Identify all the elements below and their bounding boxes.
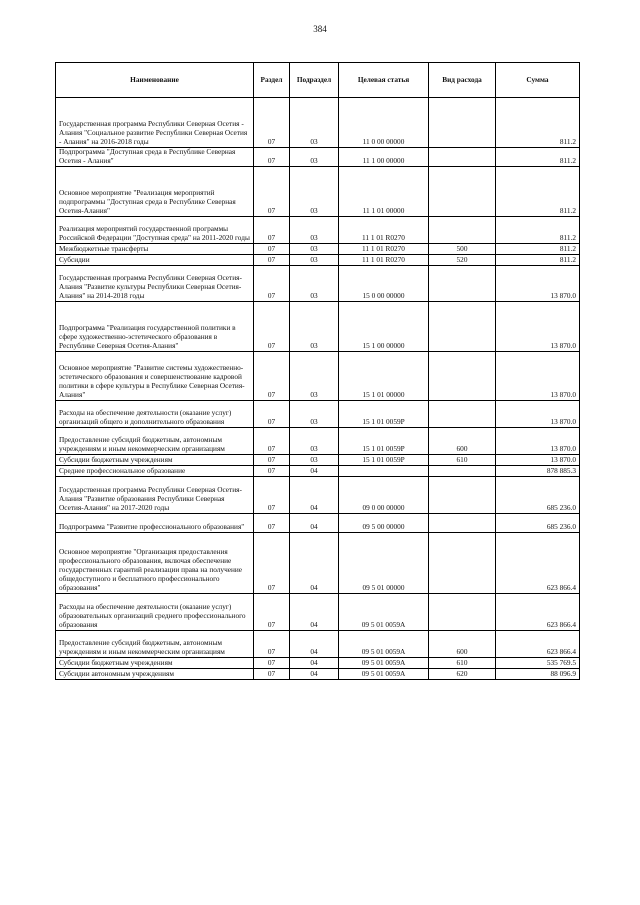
row-vid xyxy=(429,400,496,427)
row-name: Государственная программа Республики Северная Осетия - Алания "Социальное развитие Республики Северная Осетия - Алания" на 2016-2018 годы xyxy=(56,98,254,148)
row-target: 09 5 01 0059А xyxy=(339,657,429,668)
row-name: Субсидии бюджетным учреждениям xyxy=(56,657,254,668)
row-podrazdel: 03 xyxy=(290,454,339,465)
row-vid xyxy=(429,166,496,216)
row-razdel: 07 xyxy=(254,513,290,532)
row-podrazdel: 03 xyxy=(290,301,339,351)
row-sum: 13 870.0 xyxy=(496,301,580,351)
row-podrazdel: 04 xyxy=(290,593,339,630)
row-podrazdel: 03 xyxy=(290,427,339,454)
row-razdel: 07 xyxy=(254,265,290,301)
row-name: Подпрограмма "Реализация государственной политики в сфере художественно-эстетического образования в Республике Северная Осетия-Алания" xyxy=(56,301,254,351)
row-podrazdel: 03 xyxy=(290,216,339,243)
row-sum: 623 866.4 xyxy=(496,532,580,593)
row-podrazdel: 04 xyxy=(290,532,339,593)
row-sum: 88 096.9 xyxy=(496,668,580,679)
column-header-podrazdel: Подраздел xyxy=(290,63,339,98)
column-header-razdel: Раздел xyxy=(254,63,290,98)
row-target: 15 1 01 0059Р xyxy=(339,427,429,454)
row-name: Основное мероприятие "Реализация мероприятий подпрограммы "Доступная среда в Республике Северная Осетия-Алания" xyxy=(56,166,254,216)
row-target: 09 5 01 00000 xyxy=(339,532,429,593)
column-header-name: Наименование xyxy=(56,63,254,98)
row-razdel: 07 xyxy=(254,593,290,630)
table-row xyxy=(56,465,580,476)
table-row xyxy=(56,98,580,148)
row-podrazdel: 03 xyxy=(290,166,339,216)
row-razdel: 07 xyxy=(254,254,290,265)
table-row xyxy=(56,216,580,243)
table-row xyxy=(56,630,580,657)
row-razdel: 07 xyxy=(254,243,290,254)
row-vid: 610 xyxy=(429,657,496,668)
row-sum: 811.2 xyxy=(496,216,580,243)
budget-table xyxy=(55,62,580,680)
row-podrazdel: 03 xyxy=(290,243,339,254)
table-row xyxy=(56,668,580,679)
row-sum: 13 870.0 xyxy=(496,454,580,465)
row-target: 11 1 01 00000 xyxy=(339,166,429,216)
row-name: Субсидии автономным учреждениям xyxy=(56,668,254,679)
table-header-row xyxy=(56,63,580,98)
row-vid xyxy=(429,465,496,476)
row-sum: 811.2 xyxy=(496,166,580,216)
row-podrazdel: 03 xyxy=(290,351,339,400)
row-name: Предоставление субсидий бюджетным, автономным учреждениям и иным некоммерческим организациям xyxy=(56,630,254,657)
row-vid: 600 xyxy=(429,427,496,454)
row-vid xyxy=(429,532,496,593)
row-vid xyxy=(429,216,496,243)
row-podrazdel: 04 xyxy=(290,657,339,668)
row-name: Подпрограмма "Доступная среда в Республике Северная Осетия - Алания" xyxy=(56,148,254,167)
row-name: Расходы на обеспечение деятельности (оказание услуг) образовательных организаций среднего профессионального образования xyxy=(56,593,254,630)
row-vid xyxy=(429,148,496,167)
row-sum: 811.2 xyxy=(496,98,580,148)
row-razdel: 07 xyxy=(254,532,290,593)
row-target xyxy=(339,465,429,476)
row-target: 11 1 01 R0270 xyxy=(339,243,429,254)
row-sum: 623 866.4 xyxy=(496,630,580,657)
table-row xyxy=(56,593,580,630)
row-sum: 685 236.0 xyxy=(496,513,580,532)
row-razdel: 07 xyxy=(254,351,290,400)
row-razdel: 07 xyxy=(254,98,290,148)
row-sum: 13 870.0 xyxy=(496,427,580,454)
row-target: 11 0 00 00000 xyxy=(339,98,429,148)
table-row xyxy=(56,351,580,400)
row-podrazdel: 04 xyxy=(290,513,339,532)
row-vid xyxy=(429,513,496,532)
table-row xyxy=(56,301,580,351)
row-podrazdel: 03 xyxy=(290,98,339,148)
row-name: Расходы на обеспечение деятельности (оказание услуг) организаций общего и дополнительного образования xyxy=(56,400,254,427)
row-name: Среднее профессиональное образование xyxy=(56,465,254,476)
row-vid xyxy=(429,301,496,351)
row-vid: 520 xyxy=(429,254,496,265)
row-target: 15 1 00 00000 xyxy=(339,301,429,351)
row-podrazdel: 03 xyxy=(290,254,339,265)
row-razdel: 07 xyxy=(254,657,290,668)
column-header-vid: Вид расхода xyxy=(429,63,496,98)
row-razdel: 07 xyxy=(254,166,290,216)
row-target: 15 0 00 00000 xyxy=(339,265,429,301)
row-name: Основное мероприятие "Организация предоставления профессионального образования, включая обеспечение государственных гарантий реализации права на получение общедоступного и бесплатного профессионального образования" xyxy=(56,532,254,593)
row-razdel: 07 xyxy=(254,427,290,454)
table-row xyxy=(56,265,580,301)
row-sum: 811.2 xyxy=(496,254,580,265)
row-vid xyxy=(429,593,496,630)
row-name: Субсидии бюджетным учреждениям xyxy=(56,454,254,465)
table-row xyxy=(56,532,580,593)
row-name: Государственная программа Республики Северная Осетия-Алания "Развитие образования Республики Северная Осетия-Алания" на 2017-2020 годы xyxy=(56,476,254,513)
column-header-target: Целевая статья xyxy=(339,63,429,98)
row-name: Межбюджетные трансферты xyxy=(56,243,254,254)
row-target: 09 5 01 0059А xyxy=(339,593,429,630)
row-sum: 623 866.4 xyxy=(496,593,580,630)
row-sum: 13 870.0 xyxy=(496,265,580,301)
row-target: 15 1 01 0059Р xyxy=(339,400,429,427)
row-podrazdel: 04 xyxy=(290,630,339,657)
row-razdel: 07 xyxy=(254,668,290,679)
row-name: Государственная программа Республики Северная Осетия-Алания "Развитие культуры Республики Северная Осетия-Алания" на 2014-2018 годы xyxy=(56,265,254,301)
row-razdel: 07 xyxy=(254,630,290,657)
row-target: 09 0 00 00000 xyxy=(339,476,429,513)
table-row xyxy=(56,476,580,513)
row-sum: 878 885.3 xyxy=(496,465,580,476)
table-row xyxy=(56,148,580,167)
row-razdel: 07 xyxy=(254,454,290,465)
table-row xyxy=(56,166,580,216)
row-target: 09 5 00 00000 xyxy=(339,513,429,532)
row-razdel: 07 xyxy=(254,301,290,351)
row-podrazdel: 04 xyxy=(290,668,339,679)
table-row xyxy=(56,513,580,532)
page-number: 384 xyxy=(313,24,327,34)
row-razdel: 07 xyxy=(254,465,290,476)
row-podrazdel: 03 xyxy=(290,400,339,427)
row-vid: 610 xyxy=(429,454,496,465)
row-podrazdel: 03 xyxy=(290,265,339,301)
row-target: 15 1 01 00000 xyxy=(339,351,429,400)
row-razdel: 07 xyxy=(254,148,290,167)
column-header-sum: Сумма xyxy=(496,63,580,98)
row-vid xyxy=(429,265,496,301)
table-row xyxy=(56,400,580,427)
row-name: Реализация мероприятий государственной программы Российской Федерации "Доступная среда" на 2011-2020 годы xyxy=(56,216,254,243)
row-sum: 13 870.0 xyxy=(496,351,580,400)
row-name: Подпрограмма "Развитие профессионального образования" xyxy=(56,513,254,532)
row-target: 11 1 01 R0270 xyxy=(339,216,429,243)
row-razdel: 07 xyxy=(254,400,290,427)
row-vid xyxy=(429,98,496,148)
row-target: 11 1 00 00000 xyxy=(339,148,429,167)
row-target: 09 5 01 0059А xyxy=(339,630,429,657)
row-sum: 811.2 xyxy=(496,243,580,254)
row-vid: 500 xyxy=(429,243,496,254)
table-row xyxy=(56,427,580,454)
row-vid: 620 xyxy=(429,668,496,679)
row-sum: 685 236.0 xyxy=(496,476,580,513)
table-row xyxy=(56,454,580,465)
row-name: Предоставление субсидий бюджетным, автономным учреждениям и иным некоммерческим организациям xyxy=(56,427,254,454)
row-razdel: 07 xyxy=(254,476,290,513)
row-target: 15 1 01 0059Р xyxy=(339,454,429,465)
row-podrazdel: 03 xyxy=(290,148,339,167)
row-name: Субсидии xyxy=(56,254,254,265)
table-row xyxy=(56,254,580,265)
row-sum: 811.2 xyxy=(496,148,580,167)
row-vid xyxy=(429,351,496,400)
row-podrazdel: 04 xyxy=(290,476,339,513)
row-vid: 600 xyxy=(429,630,496,657)
row-podrazdel: 04 xyxy=(290,465,339,476)
table-row xyxy=(56,243,580,254)
row-vid xyxy=(429,476,496,513)
table-row xyxy=(56,657,580,668)
row-sum: 535 769.5 xyxy=(496,657,580,668)
row-razdel: 07 xyxy=(254,216,290,243)
row-name: Основное мероприятие "Развитие системы художественно-эстетического образования и совершенствование кадровой политики в сфере культуры в Республике Северная Осетия-Алания" xyxy=(56,351,254,400)
row-target: 11 1 01 R0270 xyxy=(339,254,429,265)
row-sum: 13 870.0 xyxy=(496,400,580,427)
row-target: 09 5 01 0059А xyxy=(339,668,429,679)
